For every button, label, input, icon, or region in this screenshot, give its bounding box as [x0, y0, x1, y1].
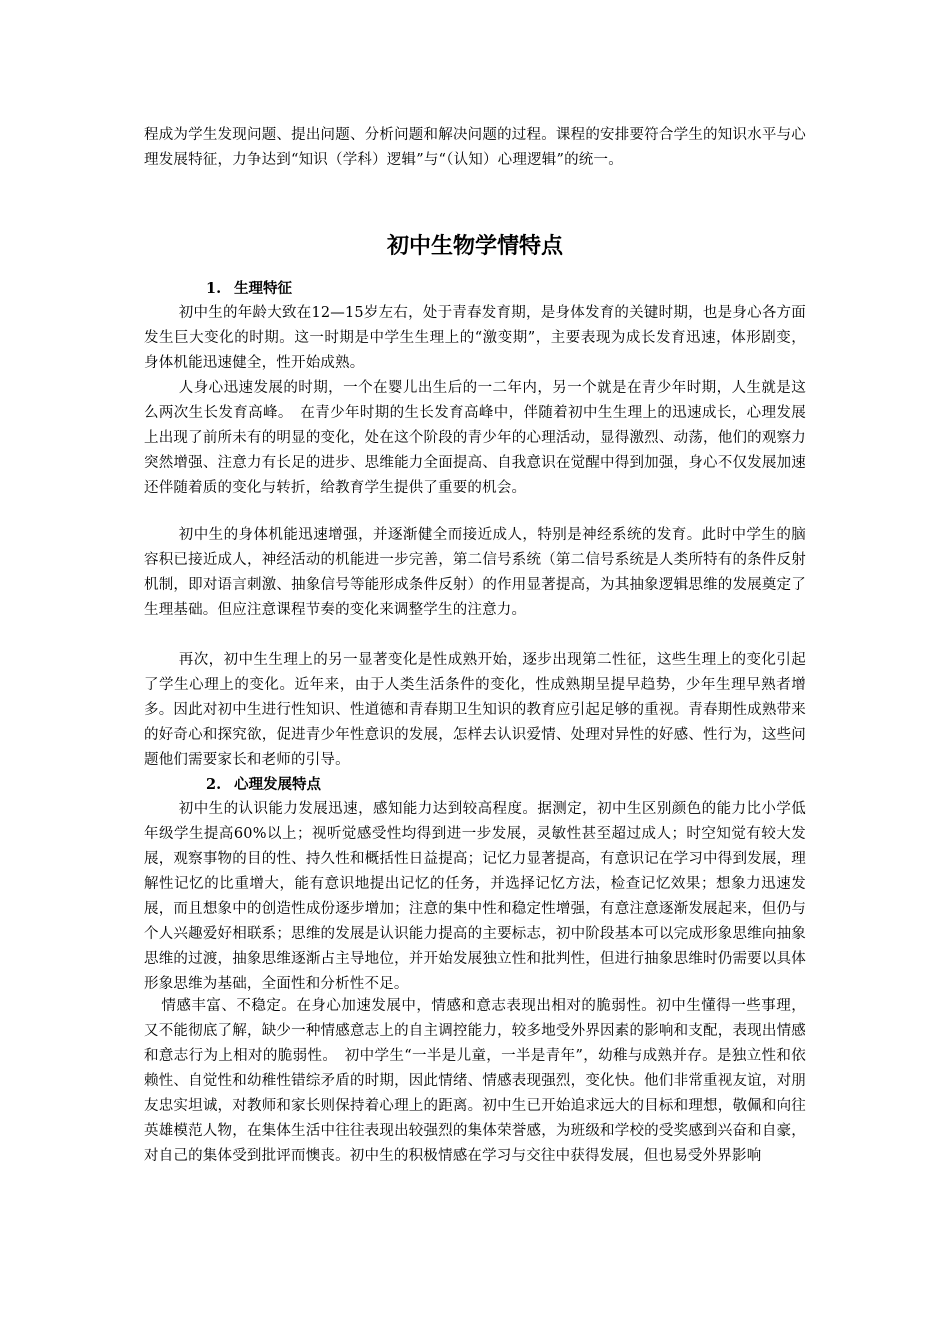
paragraph: 人身心迅速发展的时期，一个在婴儿出生后的一二年内，另一个就是在青少年时期，人生就是这么两次生长发育高峰。 在青少年时期的生长发育高峰中，伴随着初中生生理上的迅速成长，心理发展上出现了前所未有的明显的变化，处在这个阶段的青少年的心理活动，显得激烈、动荡，他们的观察力突然增强、注意力有长足的进步、思维能力全面提高、自我意识在觉醒中得到加强，身心不仅发展加速还伴随着质的变化与转折，给教育学生提供了重要的机会。: [144, 380, 806, 496]
paragraph: 初中生的年龄大致在12—15岁左右，处于青春发育期，是身体发育的关键时期，也是身心各方面发生巨大变化的时期。这一时期是中学生生理上的“激变期”，主要表现为成长发育迅速，体形剧变，身体机能迅速健全，性开始成熟。: [144, 305, 806, 371]
section-heading-physiology: [206, 276, 292, 301]
paragraph: 再次，初中生生理上的另一显著变化是性成熟开始，逐步出现第二性征，这些生理上的变化引起了学生心理上的变化。近年来，由于人类生活条件的变化，性成熟期呈提早趋势，少年生理早熟者增多。因此对初中生进行性知识、性道德和青春期卫生知识的教育应引起足够的重视。青春期性成熟带来的好奇心和探究欲，促进青少年性意识的发展，怎样去认识爱情、处理对异性的好感、性行为，这些问题他们需要家长和老师的引导。: [144, 652, 806, 768]
intro-paragraph: 程成为学生发现问题、提出问题、分析问题和解决问题的过程。课程的安排要符合学生的知识水平与心理发展特征，力争达到“知识（学科）逻辑”与“（认知）心理逻辑”的统一。: [144, 127, 806, 168]
page-title: 初中生物学情特点: [386, 233, 563, 259]
paragraph: 初中生的身体机能迅速增强，并逐渐健全而接近成人，特别是神经系统的发育。此时中学生的脑容积已接近成人，神经活动的机能进一步完善，第二信号系统（第二信号系统是人类所特有的条件反射机制，即对语言刺激、抽象信号等能形成条件反射）的作用显著提高，为其抽象逻辑思维的发展奠定了生理基础。但应注意课程节奏的变化来调整学生的注意力。: [144, 527, 806, 618]
section-heading-text: 心理发展特点: [234, 776, 321, 793]
paragraph: 初中生的认识能力发展迅速，感知能力达到较高程度。据测定，初中生区别颜色的能力比小学低年级学生提高60%以上；视听觉感受性均得到进一步发展，灵敏性甚至超过成人；时空知觉有较大发展，观察事物的目的性、持久性和概括性日益提高；记忆力显著提高，有意识记在学习中得到发展，理解性记忆的比重增大，能有意识地提出记忆的任务，并选择记忆方法，检查记忆效果；想象力迅速发展，而且想象中的创造性成份逐步增加；注意的集中性和稳定性增强，有意注意逐渐发展起来，但仍与个人兴趣爱好相联系；思维的发展是认识能力提高的主要标志，初中阶段基本可以完成形象思维向抽象思维的过渡，抽象思维逐渐占主导地位，并开始发展独立性和批判性，但进行抽象思维时仍需要以具体形象思维为基础，全面性和分析性不足。: [144, 801, 806, 992]
section-heading-text: 生理特征: [234, 280, 292, 297]
section-number: 2.: [206, 776, 222, 793]
section-number: 1.: [206, 280, 222, 297]
section-heading-psychology: [206, 772, 321, 797]
paragraph: 情感丰富、不稳定。在身心加速发展中，情感和意志表现出相对的脆弱性。初中生懂得一些事理，又不能彻底了解，缺少一种情感意志上的自主调控能力，较多地受外界因素的影响和支配，表现出情感和意志行为上相对的脆弱性。 初中学生“一半是儿童，一半是青年”，幼稚与成熟并存。是独立性和依赖性、自觉性和幼稚性错综矛盾的时期，因此情绪、情感表现强烈，变化快。他们非常重视友谊，对朋友忠实坦诚，对教师和家长则保持着心理上的距离。初中生已开始追求远大的目标和理想，敬佩和向往英雄模范人物，在集体生活中往往表现出较强烈的集体荣誉感，为班级和学校的受奖感到兴奋和自豪，对自己的集体受到批评而懊丧。初中生的积极情感在学习与交往中获得发展，但也易受外界影响: [144, 998, 806, 1164]
